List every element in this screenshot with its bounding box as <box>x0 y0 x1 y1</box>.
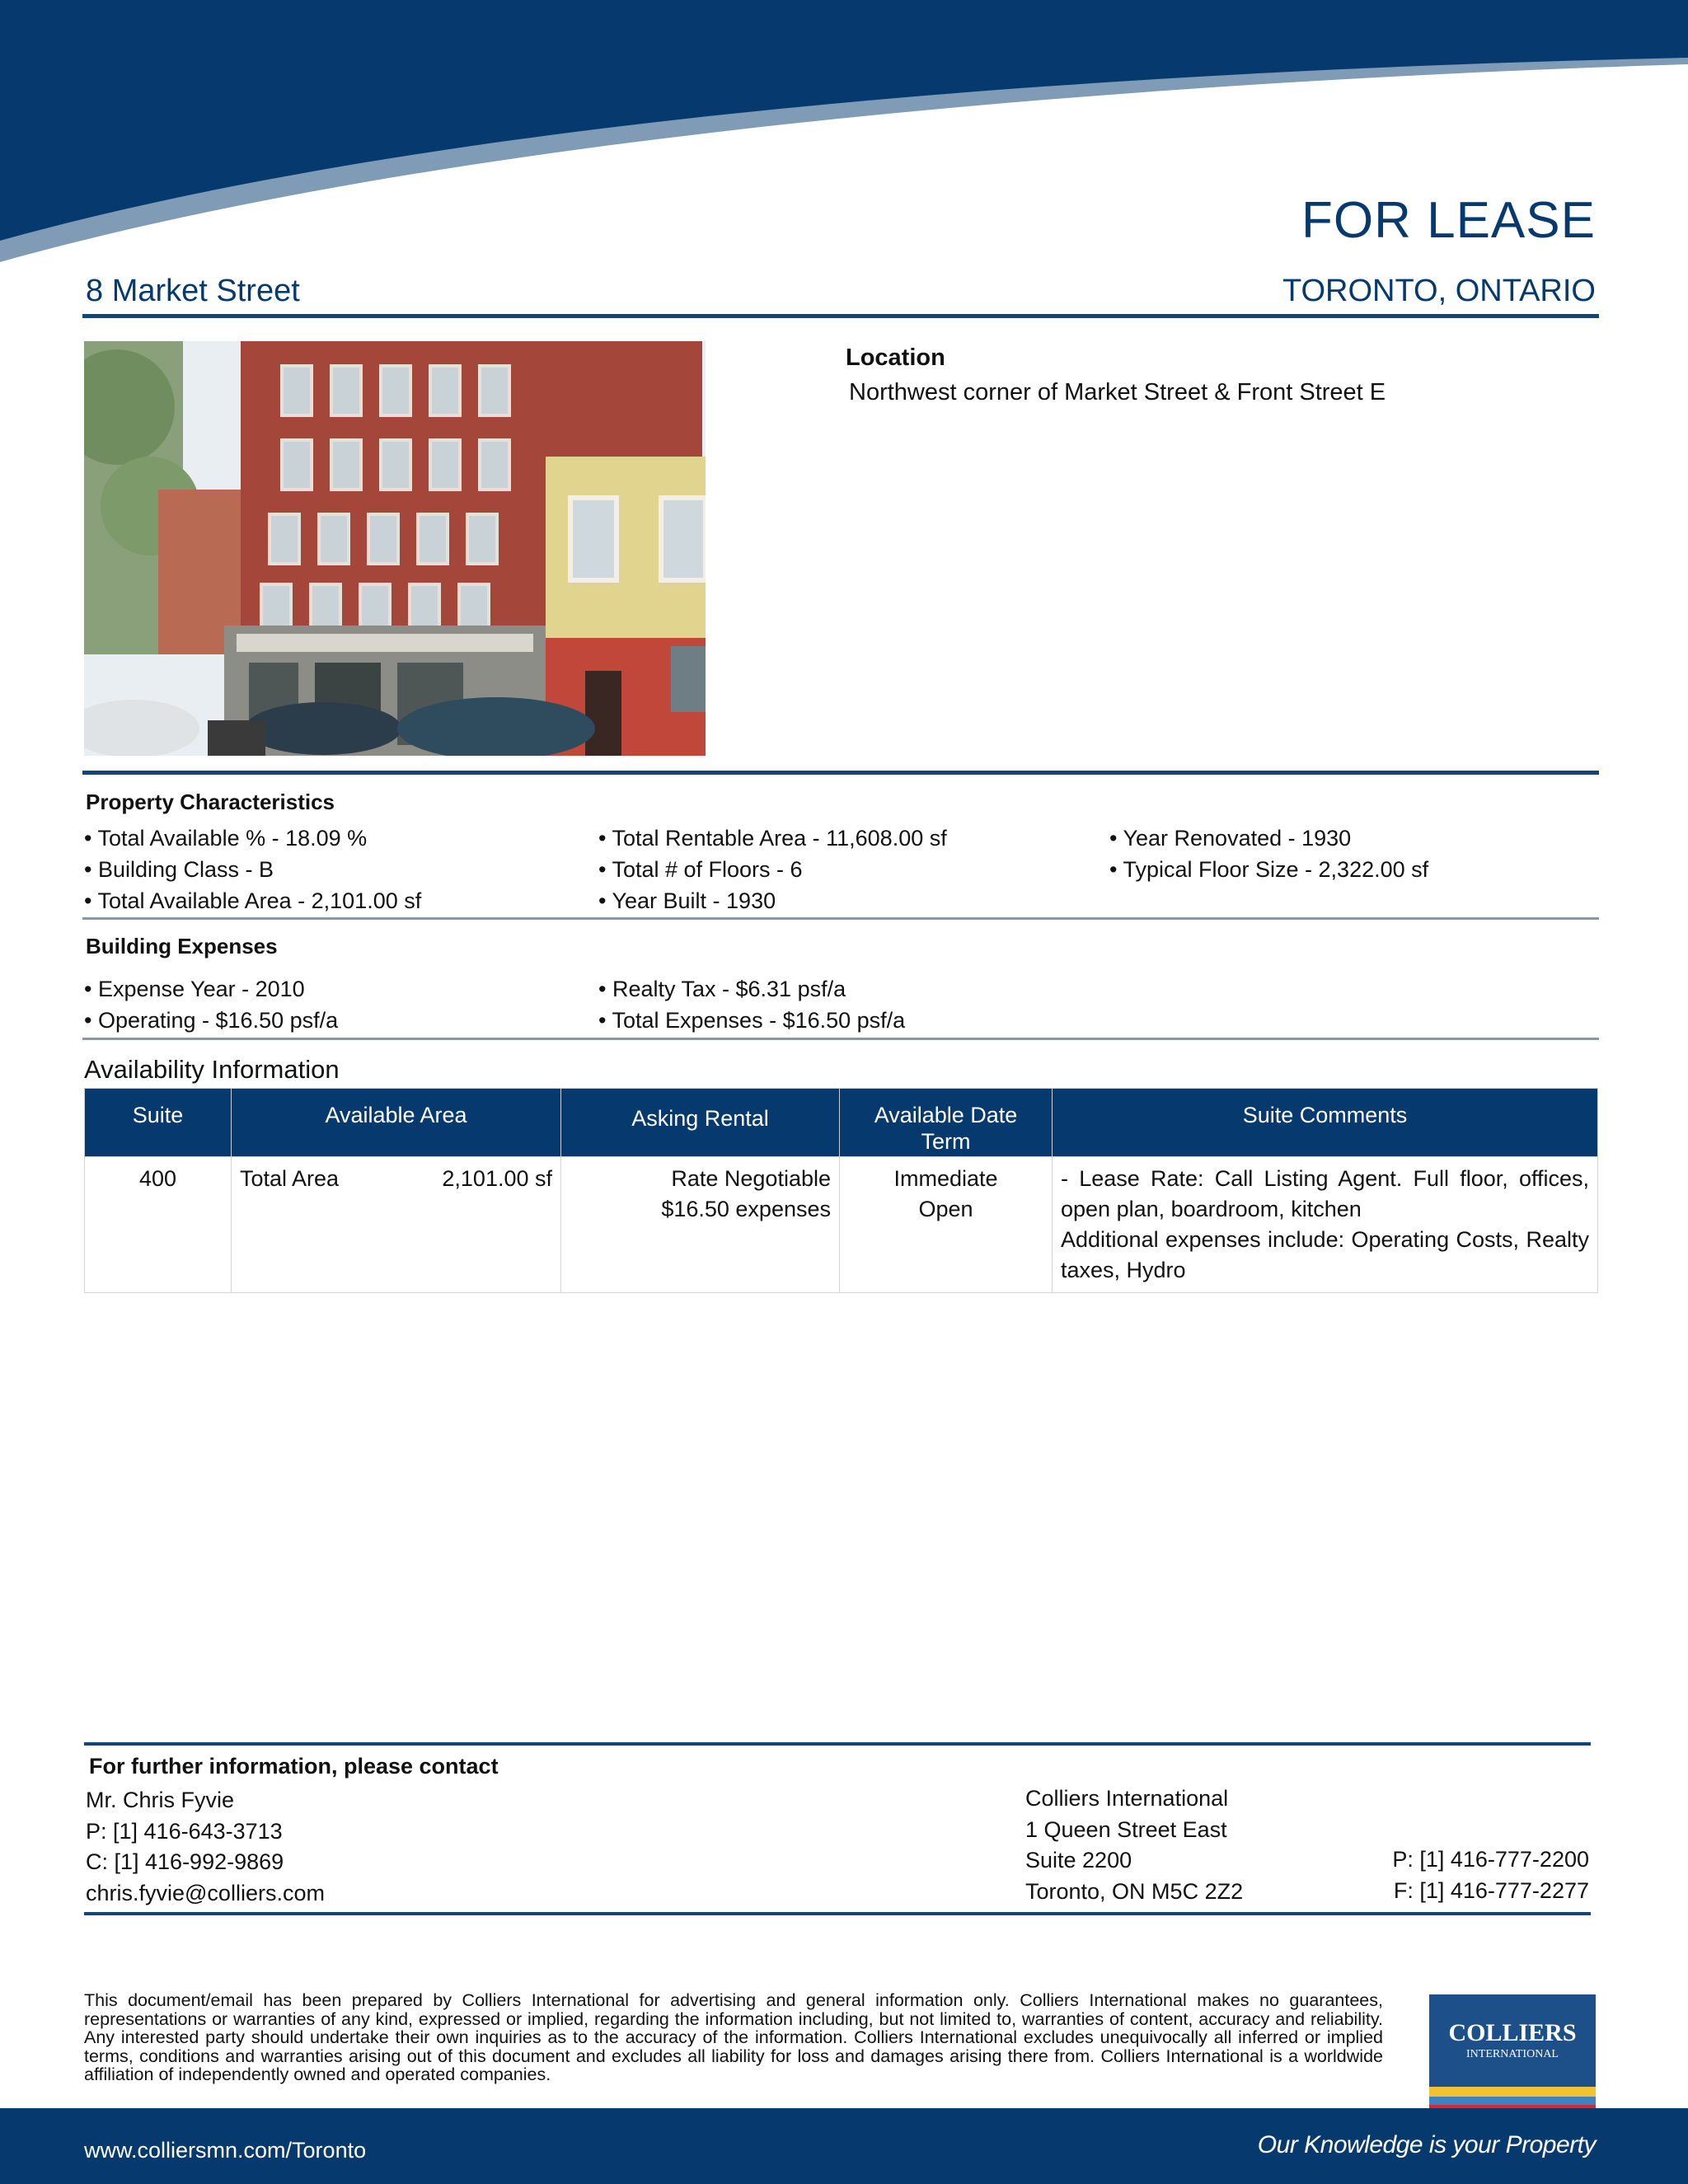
cell-available-area <box>232 1157 561 1293</box>
availability-heading: Availability Information <box>84 1055 340 1084</box>
list-item: • Total # of Floors - 6 <box>598 857 803 882</box>
table-header-row <box>85 1089 1598 1157</box>
office-city: Toronto, ON M5C 2Z2 <box>1025 1878 1244 1904</box>
comment-line: - Lease Rate: Call Listing Agent. Full floor, offices, open plan, boardroom, kitchen <box>1061 1166 1589 1221</box>
page-title: FOR LEASE <box>1301 192 1596 249</box>
asking-rate: Rate Negotiable <box>671 1166 831 1191</box>
characteristics-col-3 <box>1109 823 1428 885</box>
expenses-col-1 <box>84 973 338 1036</box>
list-item: • Total Expenses - $16.50 psf/a <box>598 1008 906 1033</box>
office-suite: Suite 2200 <box>1025 1848 1132 1872</box>
office-phone: P: [1] 416-777-2200 <box>1392 1847 1589 1872</box>
logo-wordmark: COLLIERS <box>1448 2019 1577 2046</box>
cell-asking-rental <box>561 1157 840 1293</box>
area-label: Total Area <box>240 1166 340 1191</box>
location-text: Northwest corner of Market Street & Front Street E <box>849 379 1386 405</box>
availability-table <box>84 1088 1598 1293</box>
property-city: TORONTO, ONTARIO <box>1282 274 1596 308</box>
list-item: • Year Built - 1930 <box>598 888 776 913</box>
office-street: 1 Queen Street East <box>1025 1816 1227 1842</box>
table-row <box>85 1157 1598 1293</box>
comment-line: Additional expenses include: Operating Costs, Realty taxes, Hydro <box>1061 1227 1589 1282</box>
column-header-available-date: Available Date <box>874 1103 1018 1127</box>
office-company: Colliers International <box>1025 1786 1229 1811</box>
available-date: Immediate <box>893 1166 998 1191</box>
location-label: Location <box>846 344 945 371</box>
characteristics-col-2 <box>598 823 947 916</box>
column-header-available-date-term <box>840 1089 1053 1157</box>
contact-email[interactable]: chris.fyvie@colliers.com <box>86 1880 325 1905</box>
contact-person <box>86 1785 325 1909</box>
contact-heading: For further information, please contact <box>89 1754 499 1779</box>
asking-expenses: $16.50 expenses <box>661 1197 831 1221</box>
column-header-suite: Suite <box>85 1089 232 1157</box>
area-value: 2,101.00 sf <box>442 1166 552 1191</box>
disclaimer-text: This document/email has been prepared by Colliers International for advertising and general information only. Colliers International makes no guarantees, representations or warranties of any kind, expressed or implied, regarding the information including, but not limited to, warranties of content, accuracy and reliability. Any interested party should undertake their own inquiries as to the accuracy of the information. Colliers International excludes unequivocally all inferred or implied terms, conditions and warranties arising out of this document and excludes all liability for loss and damages arising there from. Colliers International is a worldwide affiliation of independently owned and operated companies. <box>84 1990 1383 2084</box>
property-characteristics-heading: Property Characteristics <box>86 790 335 814</box>
office-numbers <box>1392 1844 1589 1906</box>
column-header-term: Term <box>921 1129 971 1154</box>
footer-tagline: Our Knowledge is your Property <box>1257 2131 1596 2158</box>
column-header-asking-rental: Asking Rental <box>561 1089 840 1157</box>
list-item: • Total Available % - 18.09 % <box>84 826 368 851</box>
list-item: • Typical Floor Size - 2,322.00 sf <box>1109 857 1429 882</box>
column-header-suite-comments: Suite Comments <box>1053 1089 1598 1157</box>
column-header-available-area: Available Area <box>232 1089 561 1157</box>
list-item: • Year Renovated - 1930 <box>1109 826 1352 851</box>
cell-date-term <box>840 1157 1053 1293</box>
contact-bottom-rule <box>84 1912 1591 1915</box>
building-expenses-heading: Building Expenses <box>86 934 278 958</box>
cell-suite: 400 <box>85 1157 232 1293</box>
contact-cell: C: [1] 416-992-9869 <box>86 1849 284 1874</box>
list-item: • Total Available Area - 2,101.00 sf <box>84 888 422 913</box>
expenses-col-2 <box>598 973 905 1036</box>
characteristics-col-1 <box>84 823 421 916</box>
section-divider <box>82 1038 1599 1040</box>
section-divider <box>82 917 1599 920</box>
contact-phone: P: [1] 416-643-3713 <box>86 1818 283 1844</box>
logo-subtext: INTERNATIONAL <box>1466 2048 1559 2060</box>
footer-url[interactable]: www.colliersmn.com/Toronto <box>84 2138 367 2163</box>
office-address <box>1025 1783 1243 1907</box>
header-divider <box>82 314 1599 318</box>
contact-top-rule <box>84 1742 1591 1746</box>
list-item: • Expense Year - 2010 <box>84 977 305 1001</box>
contact-name: Mr. Chris Fyvie <box>86 1788 235 1812</box>
colliers-logo <box>1429 1994 1596 2126</box>
term: Open <box>918 1197 973 1221</box>
list-item: • Building Class - B <box>84 857 274 882</box>
building-photo <box>84 341 706 756</box>
list-item: • Operating - $16.50 psf/a <box>84 1008 339 1033</box>
cell-suite-comments <box>1053 1157 1598 1293</box>
list-item: • Total Rentable Area - 11,608.00 sf <box>598 826 947 851</box>
section-divider <box>82 771 1599 775</box>
office-fax: F: [1] 416-777-2277 <box>1393 1877 1589 1903</box>
list-item: • Realty Tax - $6.31 psf/a <box>598 977 846 1001</box>
property-address: 8 Market Street <box>86 274 300 308</box>
